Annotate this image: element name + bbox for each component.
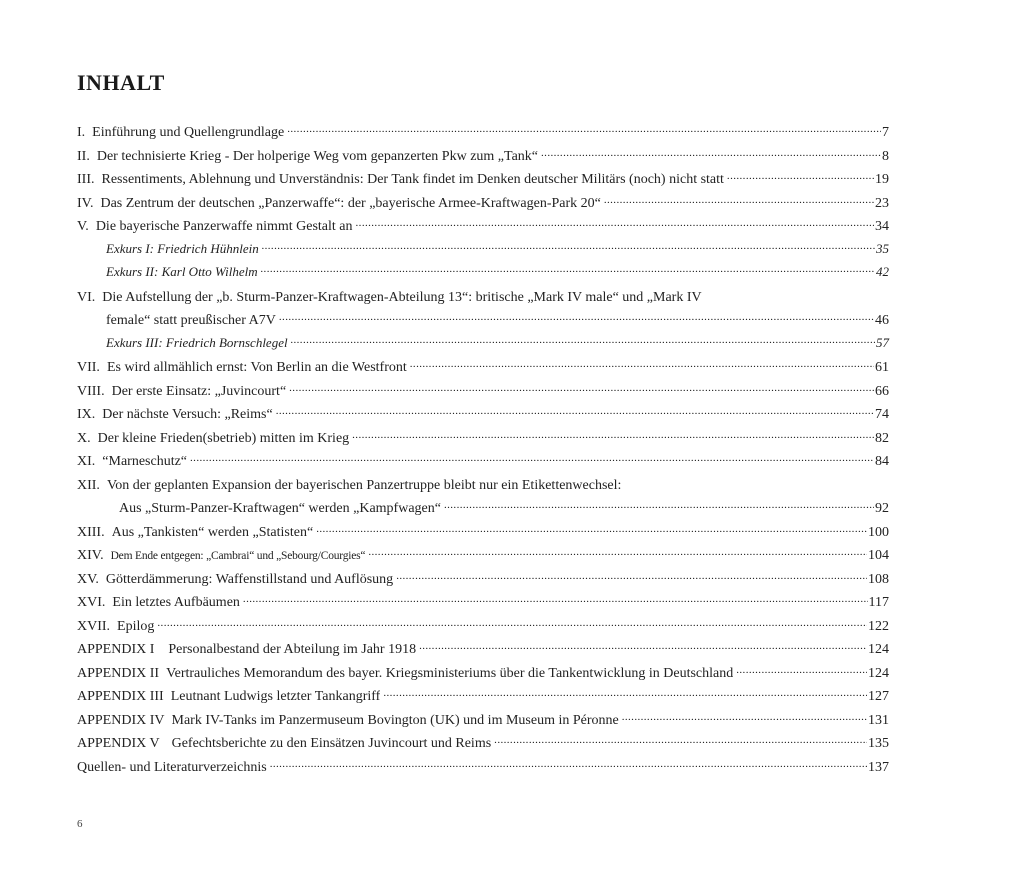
toc-entry[interactable] <box>77 545 889 569</box>
toc-entry[interactable] <box>77 404 889 428</box>
dot-leader <box>396 569 867 583</box>
dot-leader <box>444 498 874 512</box>
table-of-contents <box>77 122 889 780</box>
toc-entry-number: V. <box>77 219 89 234</box>
toc-entry-page: 35 <box>876 240 889 256</box>
toc-entry[interactable] <box>77 381 889 405</box>
toc-entry[interactable] <box>77 616 889 640</box>
toc-entry-page: 84 <box>875 454 889 469</box>
dot-leader <box>494 733 867 747</box>
toc-entry[interactable] <box>77 357 889 381</box>
toc-appendix-entry[interactable] <box>77 710 889 734</box>
toc-entry-page: 61 <box>875 360 889 375</box>
toc-entry-title: Dem Ende entgegen: „Cambrai“ und „Sebourg/Courgies“ <box>110 550 366 562</box>
toc-entry-title: Leutnant Ludwigs letzter Tankangriff <box>170 689 381 704</box>
toc-entry-number: II. <box>77 148 90 164</box>
toc-entry-number: VIII. <box>77 383 105 399</box>
dot-leader <box>604 193 874 207</box>
dot-leader <box>279 310 874 324</box>
toc-entry-title: Das Zentrum der deutschen „Panzerwaffe“: der „bayerische Armee-Kraftwagen-Park 20“ <box>100 195 601 211</box>
toc-entry-page: 57 <box>876 334 889 350</box>
toc-entry-page: 19 <box>875 172 889 187</box>
dot-leader <box>541 146 881 160</box>
toc-entry-page: 8 <box>882 148 889 164</box>
toc-entry-page: 135 <box>868 736 889 751</box>
toc-entry-title: Es wird allmählich ernst: Von Berlin an die Westfront <box>106 360 407 375</box>
dot-leader <box>419 639 867 653</box>
toc-entry-number: XVII. <box>77 618 111 634</box>
dot-leader <box>262 240 875 253</box>
toc-entry-title: Epilog <box>117 618 155 634</box>
toc-entry-title: Götterdämmerung: Waffenstillstand und Auflösung <box>105 571 394 587</box>
toc-entry[interactable] <box>77 169 889 193</box>
toc-entry-number: X. <box>77 430 91 446</box>
toc-entry-page: 124 <box>868 665 889 681</box>
toc-entry-page: 108 <box>868 571 889 587</box>
dot-leader <box>291 334 875 347</box>
toc-entry-title: “Marneschutz“ <box>102 454 188 469</box>
toc-entry-page: 74 <box>875 407 889 422</box>
toc-entry-title: Die Aufstellung der „b. Sturm-Panzer-Kraftwagen-Abteilung 13“: britische „Mark IV male“ und „Mark IV <box>102 289 702 305</box>
toc-appendix-entry[interactable] <box>77 639 889 663</box>
toc-entry-number: APPENDIX V <box>77 736 160 751</box>
toc-entry-title: Exkurs III: Friedrich Bornschlegel <box>106 334 288 350</box>
toc-entry-title: Vertrauliches Memorandum des bayer. Kriegsministeriums über die Tankentwicklung in Deutschland <box>166 665 734 681</box>
toc-entry-number: APPENDIX I <box>77 642 155 657</box>
toc-entry-title: Von der geplanten Expansion der bayerischen Panzertruppe bleibt nur ein Etikettenwechsel: <box>106 477 622 493</box>
dot-leader <box>352 428 874 442</box>
toc-entry-continuation[interactable] <box>77 310 889 334</box>
dot-leader <box>316 522 867 536</box>
dot-leader <box>383 686 867 700</box>
dot-leader <box>727 169 874 183</box>
toc-entry-page: 117 <box>868 595 889 610</box>
toc-entry-number: XV. <box>77 571 99 587</box>
dot-leader <box>243 592 868 606</box>
dot-leader <box>190 451 874 465</box>
toc-entry-number: XII. <box>77 477 100 493</box>
toc-entry[interactable] <box>77 428 889 452</box>
toc-entry-page: 7 <box>882 125 889 140</box>
dot-leader <box>410 357 874 371</box>
toc-entry-number: VII. <box>77 360 100 375</box>
toc-entry-title: Der technisierte Krieg - Der holperige Weg vom gepanzerten Pkw zum „Tank“ <box>96 148 539 164</box>
toc-entry-title: Gefechtsberichte zu den Einsätzen Juvincourt und Reims <box>171 736 492 751</box>
toc-entry-number: IV. <box>77 195 94 211</box>
toc-entry[interactable] <box>77 451 889 475</box>
toc-entry[interactable] <box>77 287 889 311</box>
toc-entry-title: female“ statt preußischer A7V <box>106 313 276 328</box>
toc-entry-continuation[interactable] <box>77 498 889 522</box>
toc-entry-page: 131 <box>868 712 889 728</box>
toc-entry-page: 92 <box>875 501 889 516</box>
toc-entry-page: 23 <box>875 195 889 211</box>
toc-entry[interactable] <box>77 569 889 593</box>
toc-entry-page: 124 <box>868 642 889 657</box>
toc-entry-title: Aus „Tankisten“ werden „Statisten“ <box>111 524 314 540</box>
toc-entry-page: 42 <box>876 264 889 279</box>
toc-entry-title: Exkurs II: Karl Otto Wilhelm <box>106 264 258 279</box>
toc-entry-page: 127 <box>868 689 889 704</box>
dot-leader <box>276 404 874 418</box>
toc-entry-title: Der nächste Versuch: „Reims“ <box>102 407 273 422</box>
toc-entry-number: XIV. <box>77 548 104 563</box>
dot-leader <box>736 663 867 677</box>
dot-leader <box>157 616 867 630</box>
toc-entry-number: VI. <box>77 289 96 305</box>
toc-entry[interactable] <box>77 475 889 499</box>
dot-leader <box>356 216 874 230</box>
toc-entry-title: Ein letztes Aufbäumen <box>112 595 240 610</box>
toc-entry-number: XI. <box>77 454 96 469</box>
dot-leader <box>270 757 867 771</box>
toc-entry-title: Einführung und Quellengrundlage <box>92 125 285 140</box>
toc-entry-page: 46 <box>875 313 889 328</box>
toc-entry-title: Quellen- und Literaturverzeichnis <box>77 759 267 775</box>
toc-entry-title: Mark IV-Tanks im Panzermuseum Bovington (UK) und im Museum in Péronne <box>171 712 619 728</box>
toc-exkurs-entry[interactable] <box>77 263 889 287</box>
toc-entry-number: III. <box>77 172 95 187</box>
toc-entry[interactable] <box>77 146 889 170</box>
toc-entry[interactable] <box>77 193 889 217</box>
toc-entry-number: APPENDIX IV <box>77 712 165 728</box>
toc-exkurs-entry[interactable] <box>77 240 889 264</box>
toc-entry-title: Die bayerische Panzerwaffe nimmt Gestalt an <box>95 219 353 234</box>
toc-entry-page: 66 <box>875 383 889 399</box>
toc-appendix-entry[interactable] <box>77 686 889 710</box>
toc-entry-page: 100 <box>868 524 889 540</box>
toc-entry-page: 82 <box>875 430 889 446</box>
toc-entry-title: Ressentiments, Ablehnung und Unverständnis: Der Tank findet im Denken deutscher Militärs (noch) nicht statt <box>101 172 724 187</box>
toc-entry-page: 122 <box>868 618 889 634</box>
dot-leader <box>287 122 881 136</box>
dot-leader <box>622 710 867 724</box>
toc-entry-page: 137 <box>868 759 889 775</box>
toc-entry-number: XVI. <box>77 595 106 610</box>
dot-leader <box>368 545 867 559</box>
toc-entry-number: APPENDIX III <box>77 689 164 704</box>
toc-entry[interactable] <box>77 757 889 781</box>
toc-appendix-entry[interactable] <box>77 663 889 687</box>
toc-entry-title: Aus „Sturm-Panzer-Kraftwagen“ werden „Kampfwagen“ <box>119 501 441 516</box>
toc-entry[interactable] <box>77 216 889 240</box>
toc-entry-title: Der erste Einsatz: „Juvincourt“ <box>111 383 287 399</box>
toc-entry-title: Personalbestand der Abteilung im Jahr 1918 <box>168 642 417 657</box>
toc-entry[interactable] <box>77 592 889 616</box>
toc-entry[interactable] <box>77 122 889 146</box>
toc-appendix-entry[interactable] <box>77 733 889 757</box>
toc-entry-page: 104 <box>868 548 889 563</box>
toc-exkurs-entry[interactable] <box>77 334 889 358</box>
toc-heading: INHALT <box>77 70 165 95</box>
toc-entry-title: Exkurs I: Friedrich Hühnlein <box>106 240 259 256</box>
toc-entry-page: 34 <box>875 219 889 234</box>
toc-entry-number: IX. <box>77 407 96 422</box>
toc-entry-title: Der kleine Frieden(sbetrieb) mitten im Krieg <box>97 430 350 446</box>
toc-entry-number: XIII. <box>77 524 105 540</box>
toc-entry[interactable] <box>77 522 889 546</box>
page-number: 6 <box>77 818 83 830</box>
dot-leader <box>289 381 874 395</box>
toc-entry-number: I. <box>77 125 86 140</box>
dot-leader <box>261 263 875 276</box>
toc-entry-number: APPENDIX II <box>77 665 160 681</box>
